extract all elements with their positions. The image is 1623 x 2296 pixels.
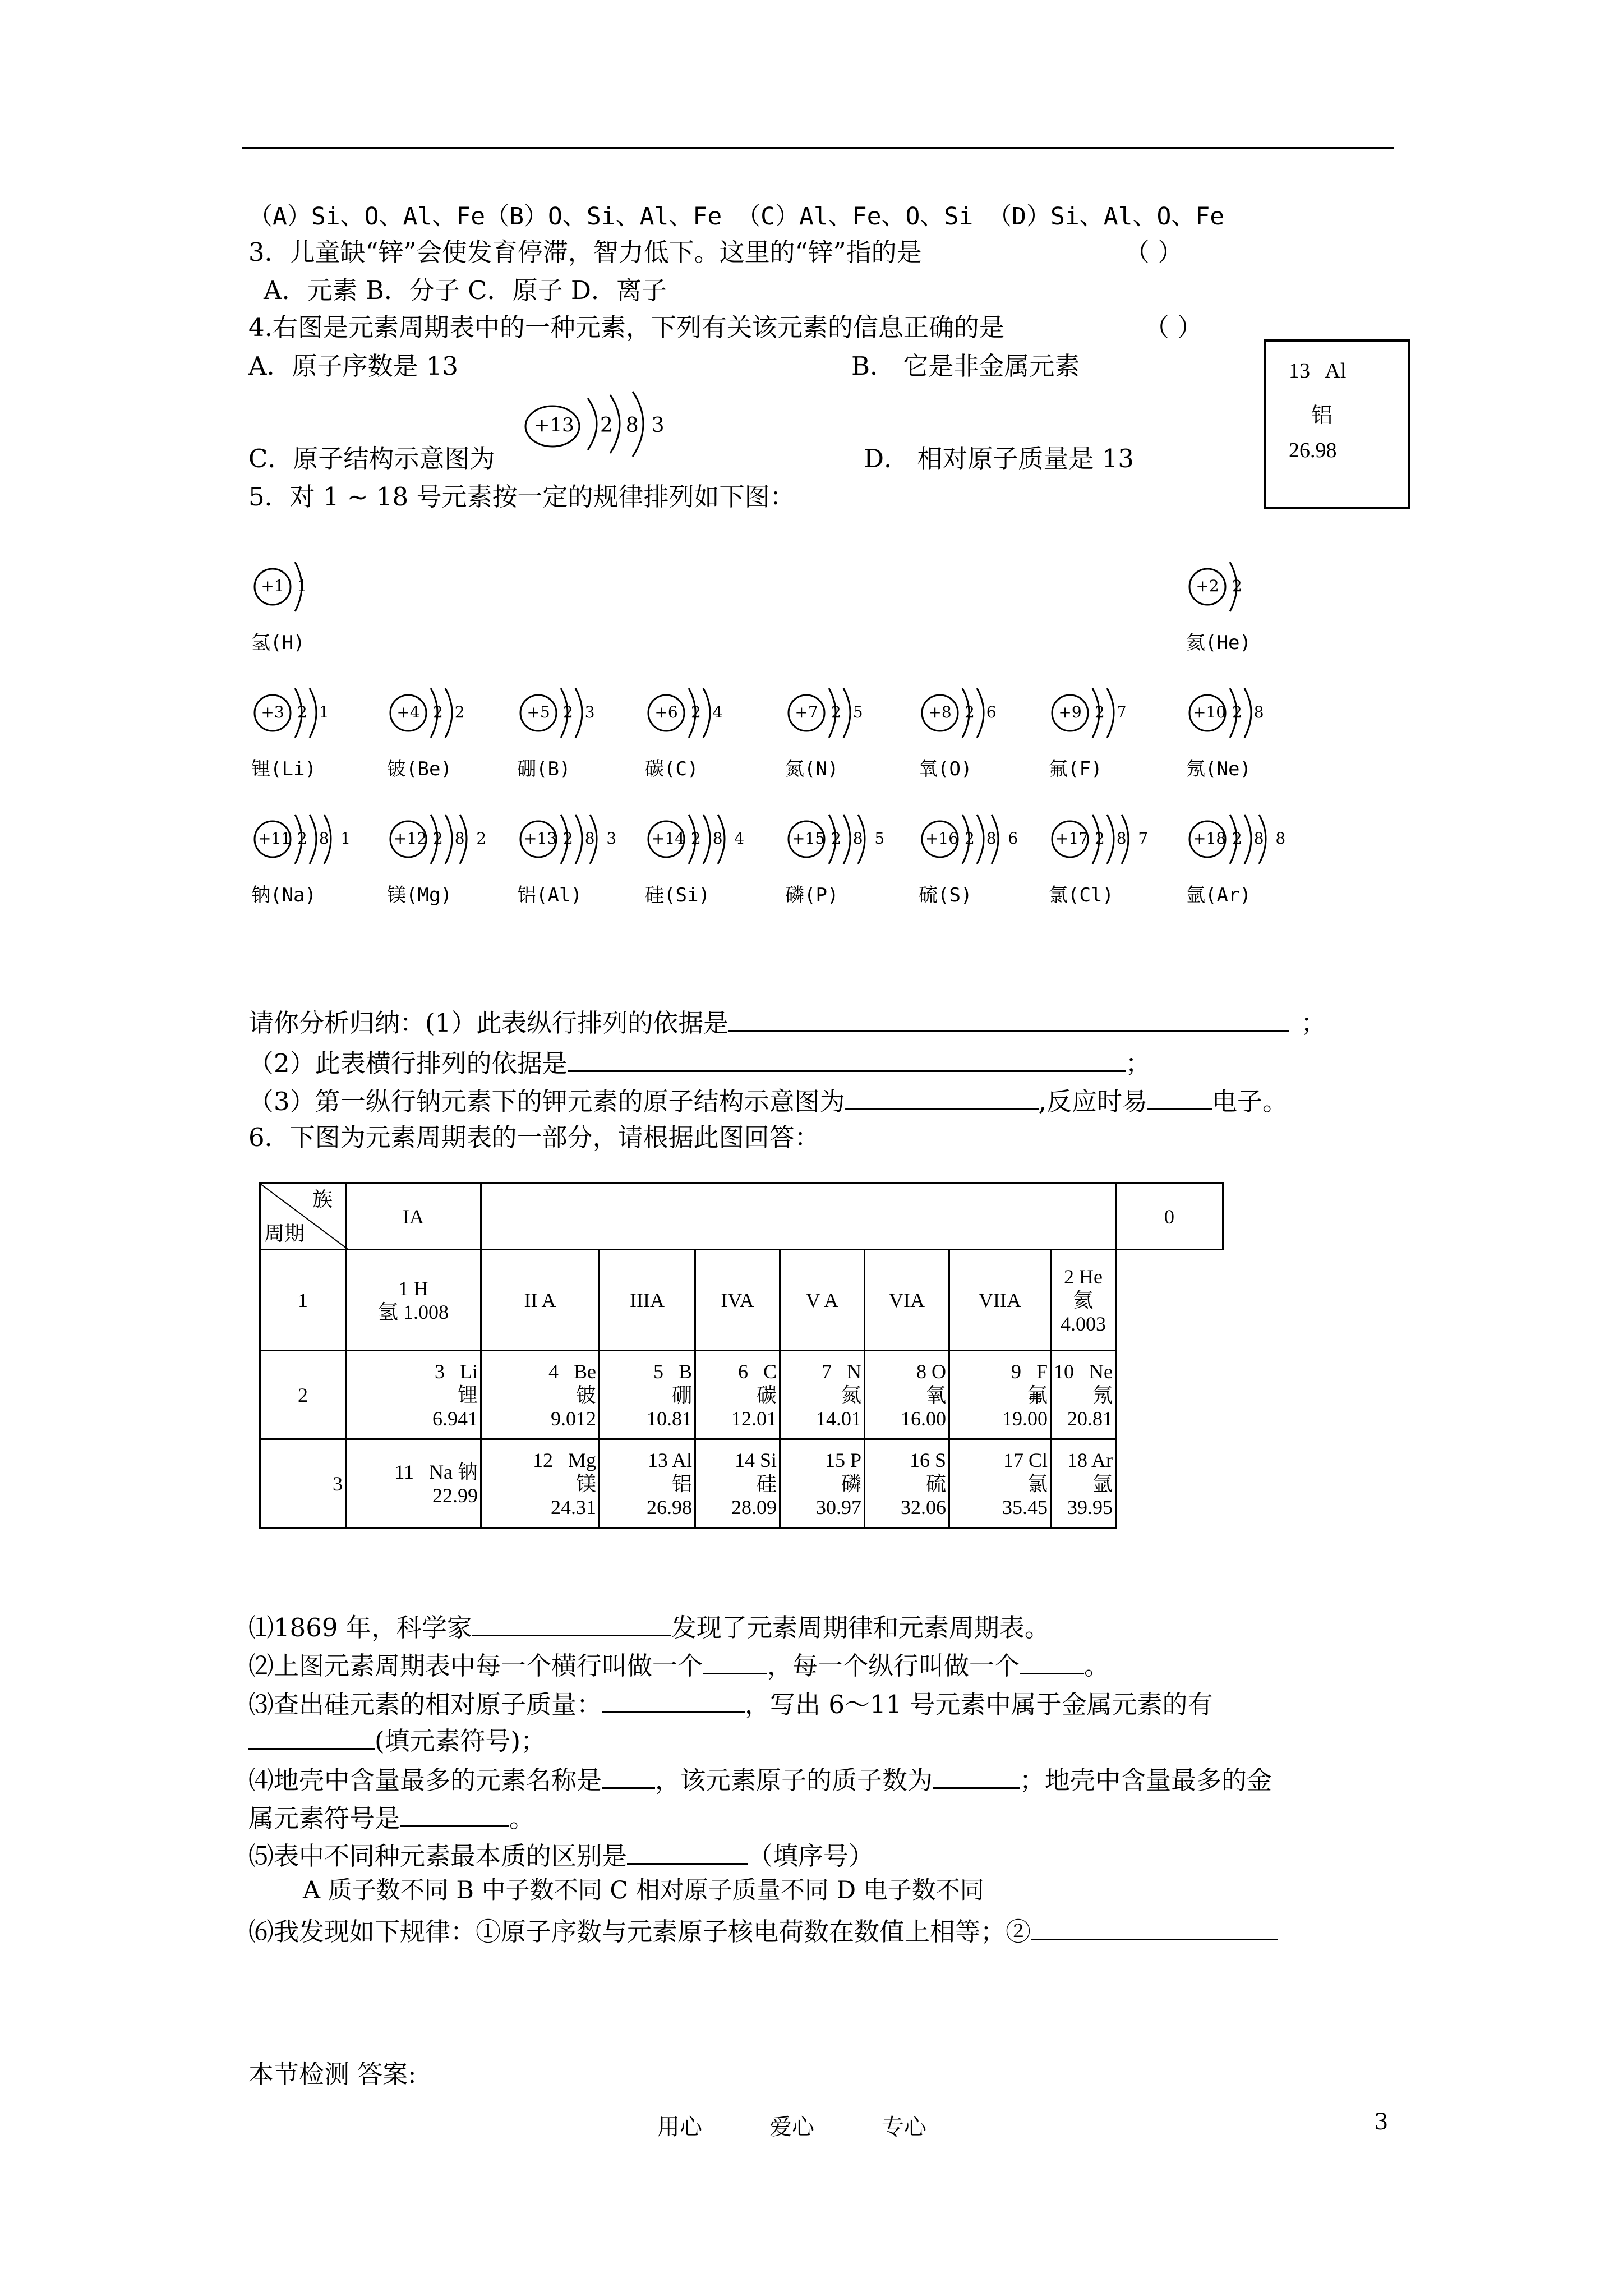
aluminum-atom-diagram: [522, 387, 690, 460]
cell-h-line2: 氢 1.008: [377, 1300, 449, 1323]
answers-heading: 本节检测 答案:: [248, 2059, 417, 2089]
element-name: 硼(B): [517, 758, 571, 780]
element-cell-line: 镁: [575, 1472, 596, 1495]
element-cell: [600, 1351, 695, 1439]
element-cell-line: 14.01: [816, 1407, 861, 1430]
atom-diagram: [517, 682, 598, 780]
shell-label: 2 8 1: [297, 829, 354, 848]
q6-s2b: ，每一个纵行叫做一个: [767, 1651, 1020, 1681]
q4-option-d: D． 相对原子质量是 13: [864, 444, 1134, 473]
atom-diagram: [1186, 808, 1289, 907]
element-cell-line: 13 Al: [647, 1448, 692, 1471]
element-cell: [481, 1439, 600, 1528]
element-cell-line: 18 Ar: [1067, 1448, 1113, 1471]
q6-s2a: ⑵上图元素周期表中每一个横行叫做一个: [248, 1651, 703, 1681]
q3-stem: 3．儿童缺“锌”会使发育停滞，智力低下。这里的“锌”指的是: [248, 237, 922, 267]
element-cell-line: 碳: [756, 1383, 777, 1406]
q3-options: A．元素 B．分子 C．原子 D．离子: [264, 275, 667, 305]
analysis-3-text: （3）第一纵行钠元素下的钾元素的原子结构示意图为: [248, 1087, 845, 1116]
period-3-label: 3: [260, 1439, 346, 1528]
element-cell: [346, 1351, 481, 1439]
element-cell-line: 锂: [457, 1383, 478, 1406]
shell-label: 2 8 6: [965, 829, 1022, 848]
q6-sub-3: [248, 1686, 1213, 1720]
element-cell-line: 10 Ne: [1054, 1360, 1113, 1383]
shell-label: 2: [1232, 577, 1246, 595]
shell-label: 2 8 7: [1095, 829, 1152, 848]
element-cell-line: 6.941: [432, 1407, 478, 1430]
element-cell-line: 氧: [925, 1383, 946, 1406]
element-name: 氯(Cl): [1049, 884, 1114, 907]
group-via-header: VIA: [865, 1250, 949, 1351]
element-cell-line: 32.06: [901, 1496, 946, 1519]
q6-s4-blank-3[interactable]: [400, 1800, 509, 1827]
q6-s6: ⑹我发现如下规律：①原子序数与元素原子核电荷数在数值上相等；②: [248, 1917, 1031, 1947]
cell-h-line1: 1 H: [398, 1277, 428, 1300]
element-name: 氮(N): [785, 758, 839, 780]
box-number-symbol: 13 Al: [1289, 359, 1347, 383]
q6-s4c: ；地壳中含量最多的金: [1020, 1765, 1272, 1795]
analysis-3-mid: ,反应时易: [1038, 1087, 1147, 1116]
analysis-2-text: （2）此表横行排列的依据是: [248, 1048, 568, 1078]
atom-diagram: [919, 808, 1022, 907]
element-cell-line: 20.81: [1067, 1407, 1113, 1430]
q6-sub-5: [248, 1837, 874, 1872]
nucleus-label: +11: [258, 829, 292, 848]
periodic-table: [259, 1182, 1224, 1529]
header-rule: [242, 147, 1394, 149]
element-cell-line: 硼: [671, 1383, 692, 1406]
al-nucleus-label: +13: [534, 414, 574, 436]
element-cell: [600, 1439, 695, 1528]
element-cell-line: 9 F: [1011, 1360, 1048, 1383]
q4-option-b: B． 它是非金属元素: [851, 351, 1080, 381]
nucleus-label: +15: [792, 829, 826, 848]
element-cell-line: 24.31: [551, 1496, 596, 1519]
group-iva-header: IVA: [695, 1250, 780, 1351]
shell-label: 2 8 2: [433, 829, 490, 848]
element-cell-line: 硅: [756, 1472, 777, 1495]
cell-he: [1051, 1250, 1116, 1351]
element-cell-line: 22.99: [432, 1484, 478, 1507]
element-name: 铍(Be): [387, 758, 452, 780]
q6-sub-6: [248, 1913, 1278, 1948]
element-cell-line: 7 N: [822, 1360, 861, 1383]
q6-s4d: 属元素符号是: [248, 1803, 400, 1833]
element-cell-line: 35.45: [1002, 1496, 1048, 1519]
shell-label: 2 8 8: [1232, 829, 1289, 848]
element-name: 氢(H): [251, 632, 305, 654]
element-name: 氧(O): [919, 758, 972, 780]
group-0-header: 0: [1115, 1184, 1223, 1250]
q6-s4-blank-2[interactable]: [933, 1761, 1020, 1789]
element-cell-line: 14 Si: [734, 1448, 777, 1471]
element-name: 钠(Na): [251, 884, 316, 907]
nucleus-label: +7: [795, 703, 818, 721]
group-ia-header: IA: [346, 1184, 481, 1250]
nucleus-label: +13: [524, 829, 557, 848]
aluminum-element-box: [1264, 339, 1410, 509]
atom-diagram: [1186, 682, 1267, 780]
element-cell: [1051, 1351, 1116, 1439]
nucleus-label: +18: [1193, 829, 1227, 848]
atom-diagram: [1049, 808, 1152, 907]
q4-stem: 4.右图是元素周期表中的一种元素，下列有关该元素的信息正确的是: [248, 312, 1004, 342]
element-name: 氦(He): [1186, 632, 1251, 654]
q6-s4a: ⑷地壳中含量最多的元素名称是: [248, 1765, 602, 1795]
nucleus-label: +9: [1058, 703, 1082, 721]
atom-diagram: [919, 682, 1000, 780]
q6-sub-2: [248, 1647, 1109, 1682]
analysis-3-end: 电子。: [1211, 1087, 1288, 1116]
shell-label: 2 3: [563, 703, 598, 721]
element-cell-line: 4 Be: [548, 1360, 596, 1383]
element-cell-line: 氟: [1027, 1383, 1048, 1406]
q6-s3a: ⑶查出硅元素的相对原子质量：: [248, 1690, 602, 1719]
q6-s5b: （填序号）: [748, 1841, 874, 1871]
element-cell-line: 39.95: [1067, 1496, 1113, 1519]
shell-label: 2 8 3: [563, 829, 620, 848]
atom-diagram: [251, 682, 333, 780]
element-cell: [865, 1439, 949, 1528]
atom-diagram: [645, 682, 726, 780]
q6-s2c: 。: [1084, 1651, 1110, 1681]
element-name: 铝(Al): [517, 884, 582, 907]
cell-h: [346, 1250, 481, 1351]
q6-s4e: 。: [509, 1803, 535, 1833]
q6-s4-blank-1[interactable]: [602, 1761, 655, 1789]
element-cell-line: 16.00: [901, 1407, 946, 1430]
element-name: 锂(Li): [251, 758, 316, 780]
element-cell-line: 12 Mg: [532, 1448, 596, 1471]
period-2-label: 2: [260, 1351, 346, 1439]
group-iiia-header: IIIA: [600, 1250, 695, 1351]
element-name: 硫(S): [919, 884, 972, 907]
shell-label: 2 7: [1095, 703, 1130, 721]
element-cell: [949, 1351, 1051, 1439]
analysis-line-1: [248, 1004, 1326, 1039]
q6-sub-4: [248, 1761, 1272, 1796]
analysis-1-blank[interactable]: [728, 1004, 1289, 1032]
cell-he-line3: 4.003: [1060, 1312, 1106, 1335]
q6-s1a: ⑴1869 年，科学家: [248, 1613, 472, 1642]
element-cell-line: 30.97: [816, 1496, 861, 1519]
nucleus-label: +1: [261, 577, 284, 595]
atom-diagram: [785, 682, 866, 780]
period-2-row: [260, 1351, 1223, 1439]
element-cell-line: 氮: [841, 1383, 861, 1406]
q6-sub-4b: [248, 1800, 534, 1834]
group-viia-header: VIIA: [949, 1250, 1051, 1351]
element-cell: [1051, 1439, 1116, 1528]
q6-s3-blank-2[interactable]: [248, 1722, 375, 1750]
element-name: 镁(Mg): [387, 884, 452, 907]
group-iia-header: II A: [481, 1250, 600, 1351]
q6-s3-blank-1[interactable]: [602, 1686, 745, 1713]
q6-sub-1: [248, 1609, 1050, 1644]
element-name: 碳(C): [645, 758, 699, 780]
shell-label: 1: [297, 577, 311, 595]
page-number: 3: [1374, 2109, 1389, 2135]
element-cell-line: 3 Li: [435, 1360, 478, 1383]
footer-left: 用心: [657, 2114, 702, 2140]
nucleus-label: +12: [394, 829, 427, 848]
element-cell-line: 19.00: [1002, 1407, 1048, 1430]
q6-s1-blank[interactable]: [472, 1609, 671, 1636]
nucleus-label: +10: [1193, 703, 1227, 721]
element-cell: [780, 1439, 865, 1528]
q3-stem-line: [248, 237, 922, 268]
analysis-3-blank-diagram[interactable]: [845, 1083, 1039, 1110]
box-name: 铝: [1311, 404, 1333, 427]
shell-label: 2 8: [1232, 703, 1267, 721]
shell-label: 2 1: [297, 703, 333, 721]
q6-sub-3b: [248, 1722, 546, 1757]
nucleus-label: +17: [1055, 829, 1089, 848]
element-cell: [695, 1351, 780, 1439]
element-cell-line: 磷: [841, 1472, 861, 1495]
nucleus-label: +8: [928, 703, 952, 721]
analysis-3-blank-electron[interactable]: [1147, 1083, 1212, 1110]
q6-s3b: ，写出 6～11 号元素中属于金属元素的有: [745, 1690, 1213, 1719]
element-cell-line: 硫: [925, 1472, 946, 1495]
element-name: 氩(Ar): [1186, 884, 1251, 907]
period-1-label: 1: [260, 1250, 346, 1351]
element-cell-line: 10.81: [647, 1407, 692, 1430]
analysis-2-blank[interactable]: [568, 1045, 1126, 1072]
atom-diagram: [785, 808, 888, 907]
corner-cell: [260, 1184, 346, 1250]
q4-option-c: C．原子结构示意图为: [248, 444, 495, 473]
element-name: 硅(Si): [645, 884, 710, 907]
corner-period-label: 周期: [264, 1222, 305, 1245]
atom-diagram: [517, 808, 620, 907]
shell-label: 2 6: [965, 703, 1000, 721]
cell-he-line1: 2 He: [1064, 1265, 1103, 1288]
element-cell-line: 17 Cl: [1003, 1448, 1048, 1471]
element-cell-line: 6 C: [737, 1360, 777, 1383]
q3-paren: （ ）: [1124, 237, 1183, 267]
atom-diagram: [1049, 682, 1130, 780]
element-cell-line: 28.09: [731, 1496, 777, 1519]
atom-diagram: [1186, 555, 1259, 654]
element-name: 氟(F): [1049, 758, 1103, 780]
element-cell-line: 铍: [575, 1383, 596, 1406]
nucleus-label: +16: [925, 829, 959, 848]
analysis-1-text: 请你分析归纳：(1）此表纵行排列的依据是: [248, 1008, 729, 1038]
analysis-line-2: [248, 1045, 1151, 1079]
element-cell: [346, 1439, 481, 1528]
shell-label: 2 2: [433, 703, 468, 721]
cell-he-line2: 氦: [1073, 1289, 1094, 1312]
q6-s2-blank-1[interactable]: [703, 1647, 767, 1674]
footer-right: 专心: [882, 2114, 926, 2140]
element-cell: [780, 1351, 865, 1439]
nucleus-label: +14: [652, 829, 685, 848]
group-header-spacer: [481, 1184, 1116, 1250]
element-cell-line: 15 P: [824, 1448, 861, 1471]
shell-label: 2 8 4: [691, 829, 748, 848]
element-cell-line: 12.01: [731, 1407, 777, 1430]
q6-stem: 6．下图为元素周期表的一部分，请根据此图回答：: [248, 1122, 820, 1152]
q6-s5-blank[interactable]: [627, 1837, 748, 1865]
q6-s4b: ，该元素原子的质子数为: [655, 1765, 933, 1795]
q4-paren: （ ）: [1144, 312, 1203, 342]
q6-sub-5-options: A 质子数不同 B 中子数不同 C 相对原子质量不同 D 电子数不同: [303, 1876, 984, 1904]
q4-option-a: A．原子序数是 13: [248, 351, 459, 381]
shell-label: 2 4: [691, 703, 726, 721]
q6-s3c: (填元素符号)；: [375, 1726, 546, 1756]
q5-stem: 5．对 1 ~ 18 号元素按一定的规律排列如下图：: [248, 482, 795, 512]
element-cell-line: 氯: [1027, 1472, 1048, 1495]
element-cell-line: 8 O: [916, 1360, 946, 1383]
corner-group-label: 族: [312, 1188, 333, 1211]
analysis-2-end: ；: [1125, 1048, 1151, 1078]
element-cell: [949, 1439, 1051, 1528]
atom-diagram: [251, 808, 354, 907]
element-name: 磷(P): [785, 884, 839, 907]
nucleus-label: +3: [261, 703, 284, 721]
element-cell: [481, 1351, 600, 1439]
atom-diagram: [387, 682, 468, 780]
box-mass: 26.98: [1289, 439, 1337, 462]
element-name: 氖(Ne): [1186, 758, 1251, 780]
al-shell-label: 2 8 3: [600, 414, 665, 437]
element-cell-line: 26.98: [647, 1496, 692, 1519]
element-cell-line: 氖: [1092, 1383, 1113, 1406]
q6-s1b: 发现了元素周期律和元素周期表。: [671, 1613, 1050, 1642]
q6-s2-blank-2[interactable]: [1020, 1647, 1084, 1674]
q6-s5a: ⑸表中不同种元素最本质的区别是: [248, 1841, 628, 1871]
element-cell-line: 11 Na 钠: [394, 1460, 478, 1483]
element-cell-line: 16 S: [909, 1448, 946, 1471]
analysis-1-end: ；: [1301, 1008, 1326, 1038]
element-cell: [695, 1439, 780, 1528]
atom-diagram: [251, 555, 324, 654]
shell-label: 2 8 5: [831, 829, 888, 848]
analysis-line-3: [248, 1083, 1288, 1117]
nucleus-label: +4: [396, 703, 420, 721]
element-cell-line: 氩: [1092, 1472, 1113, 1495]
element-cell-line: 5 B: [653, 1360, 692, 1383]
atom-diagram: [645, 808, 748, 907]
nucleus-label: +2: [1196, 577, 1219, 595]
q2-options: （A）Si、O、Al、Fe（B）O、Si、Al、Fe （C）Al、Fe、O、Si （D）Si、Al、O、Fe: [248, 203, 1225, 231]
q6-s6-blank[interactable]: [1031, 1913, 1278, 1940]
shell-label: 2 5: [831, 703, 866, 721]
nucleus-label: +5: [527, 703, 550, 721]
nucleus-label: +6: [654, 703, 678, 721]
element-cell: [865, 1351, 949, 1439]
group-va-header: V A: [780, 1250, 865, 1351]
element-cell-line: 铝: [671, 1472, 692, 1495]
element-cell-line: 9.012: [551, 1407, 596, 1430]
period-3-row: [260, 1439, 1223, 1528]
footer-mid: 爱心: [769, 2114, 814, 2140]
atom-diagram: [387, 808, 490, 907]
